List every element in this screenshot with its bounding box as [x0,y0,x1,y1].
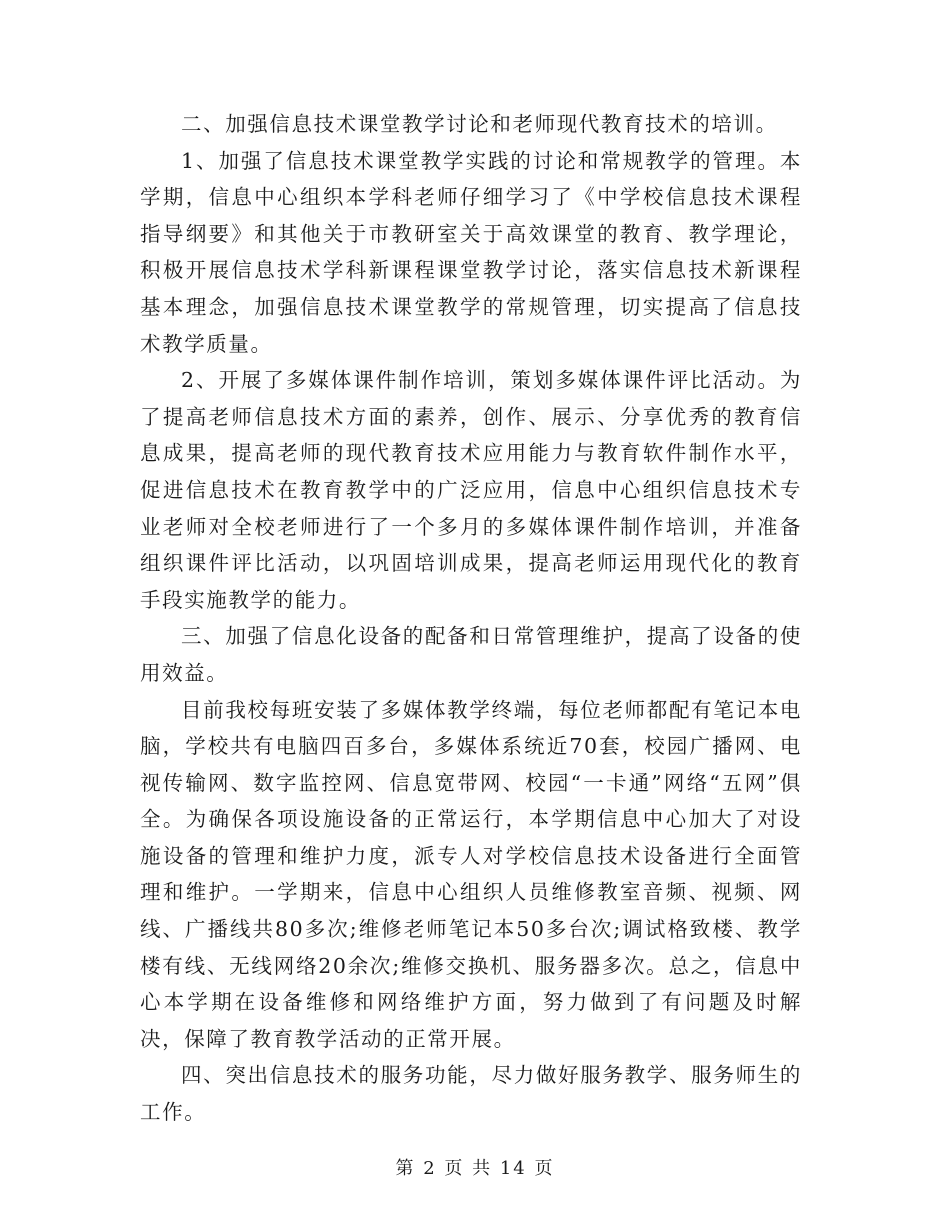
paragraph-item-2: 2、开展了多媒体课件制作培训，策划多媒体课件评比活动。为了提高老师信息技术方面的素养，创作、展示、分享优秀的教育信息成果，提高老师的现代教育技术应用能力与教育软件制作水平，促进信息技术在教育教学中的广泛应用，信息中心组织信息技术专业老师对全校老师进行了一个多月的多媒体课件制作培训，并准备组织课件评比活动，以巩固培训成果，提高老师运用现代化的教育手段实施教学的能力。 [140,368,802,612]
section-heading-3: 三、加强了信息化设备的配备和日常管理维护，提高了设备的使用效益。 [140,624,802,685]
section-heading-2: 二、加强信息技术课堂教学讨论和老师现代教育技术的培训。 [181,112,778,136]
page-number-footer: 第 2 页 共 14 页 [395,1158,555,1179]
section-heading-4: 四、突出信息技术的服务功能，尽力做好服务教学、服务师生的工作。 [140,1063,802,1125]
paragraph-equipment: 目前我校每班安装了多媒体教学终端，每位老师都配有笔记本电脑，学校共有电脑四百多台，多媒体系统近70套，校园广播网、电视传输网、数字监控网、信息宽带网、校园“一卡通”网络“五网”俱全。为确保各项设施设备的正常运行，本学期信息中心加大了对设施设备的管理和维护力度，派专人对学校信息技术设备进行全面管理和维护。一学期来，信息中心组织人员维修教室音频、视频、网线、广播线共80多次;维修老师笔记本50多台次;调试格致楼、教学楼有线、无线网络20余次;维修交换机、服务器多次。总之，信息中心本学期在设备维修和网络维护方面，努力做到了有问题及时解决，保障了教育教学活动的正常开展。 [140,697,802,1051]
paragraph-item-1: 1、加强了信息技术课堂教学实践的讨论和常规教学的管理。本学期，信息中心组织本学科老师仔细学习了《中学校信息技术课程指导纲要》和其他关于市教研室关于高效课堂的教育、教学理论，积极开展信息技术学科新课程课堂教学讨论，落实信息技术新课程基本理念，加强信息技术课堂教学的常规管理，切实提高了信息技术教学质量。 [140,148,802,356]
document-body [140,106,802,1131]
